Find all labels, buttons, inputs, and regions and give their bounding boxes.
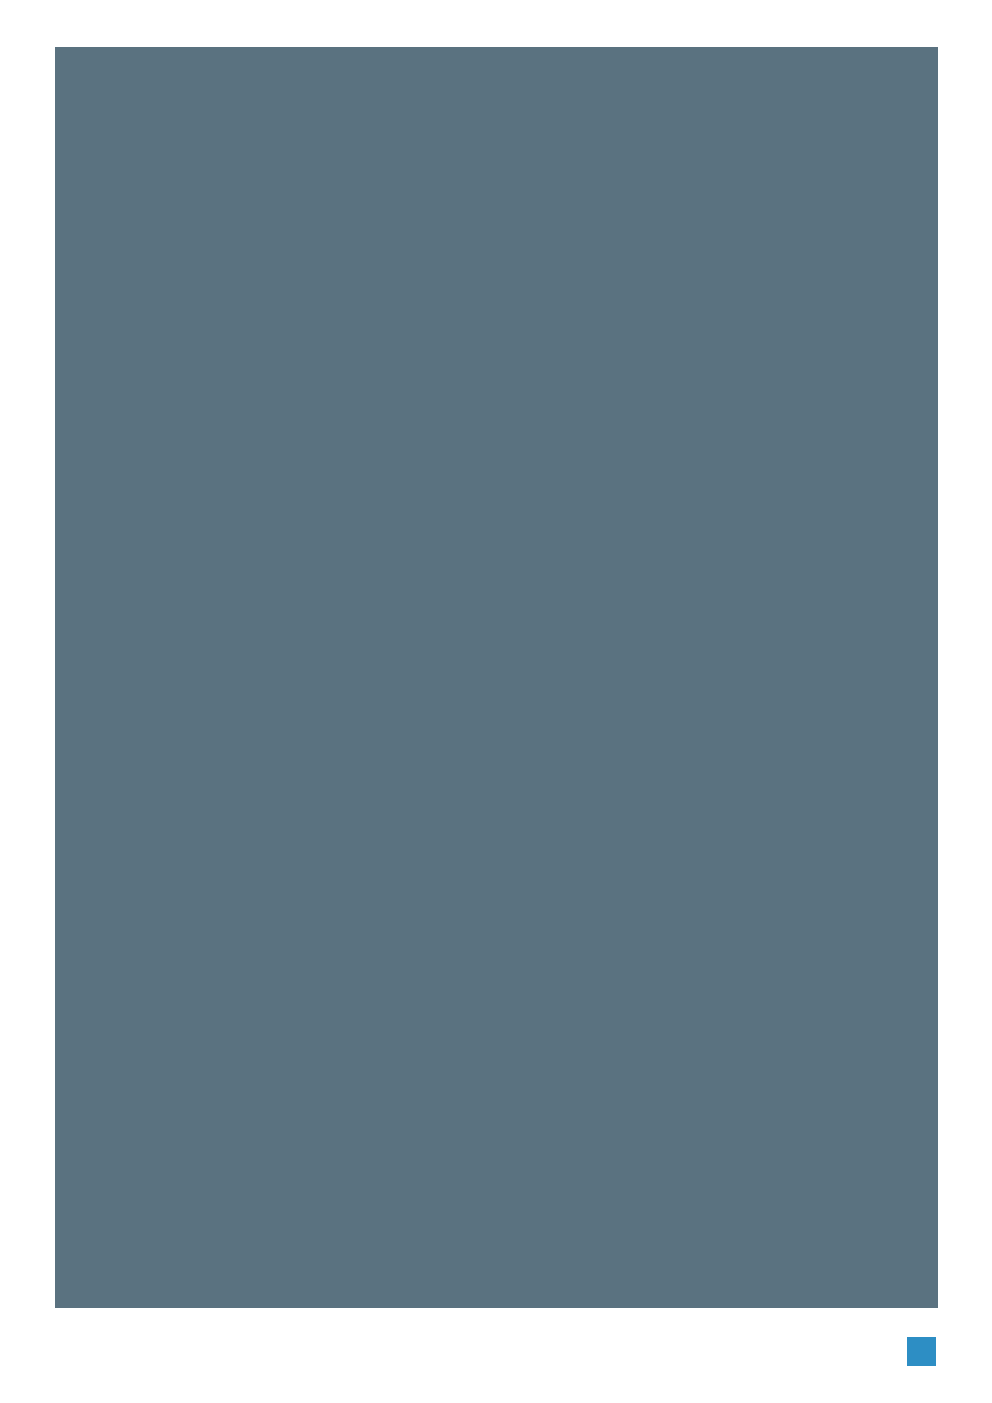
page-frame [55,47,938,1308]
page-title [55,47,938,82]
page-number [907,1337,936,1366]
